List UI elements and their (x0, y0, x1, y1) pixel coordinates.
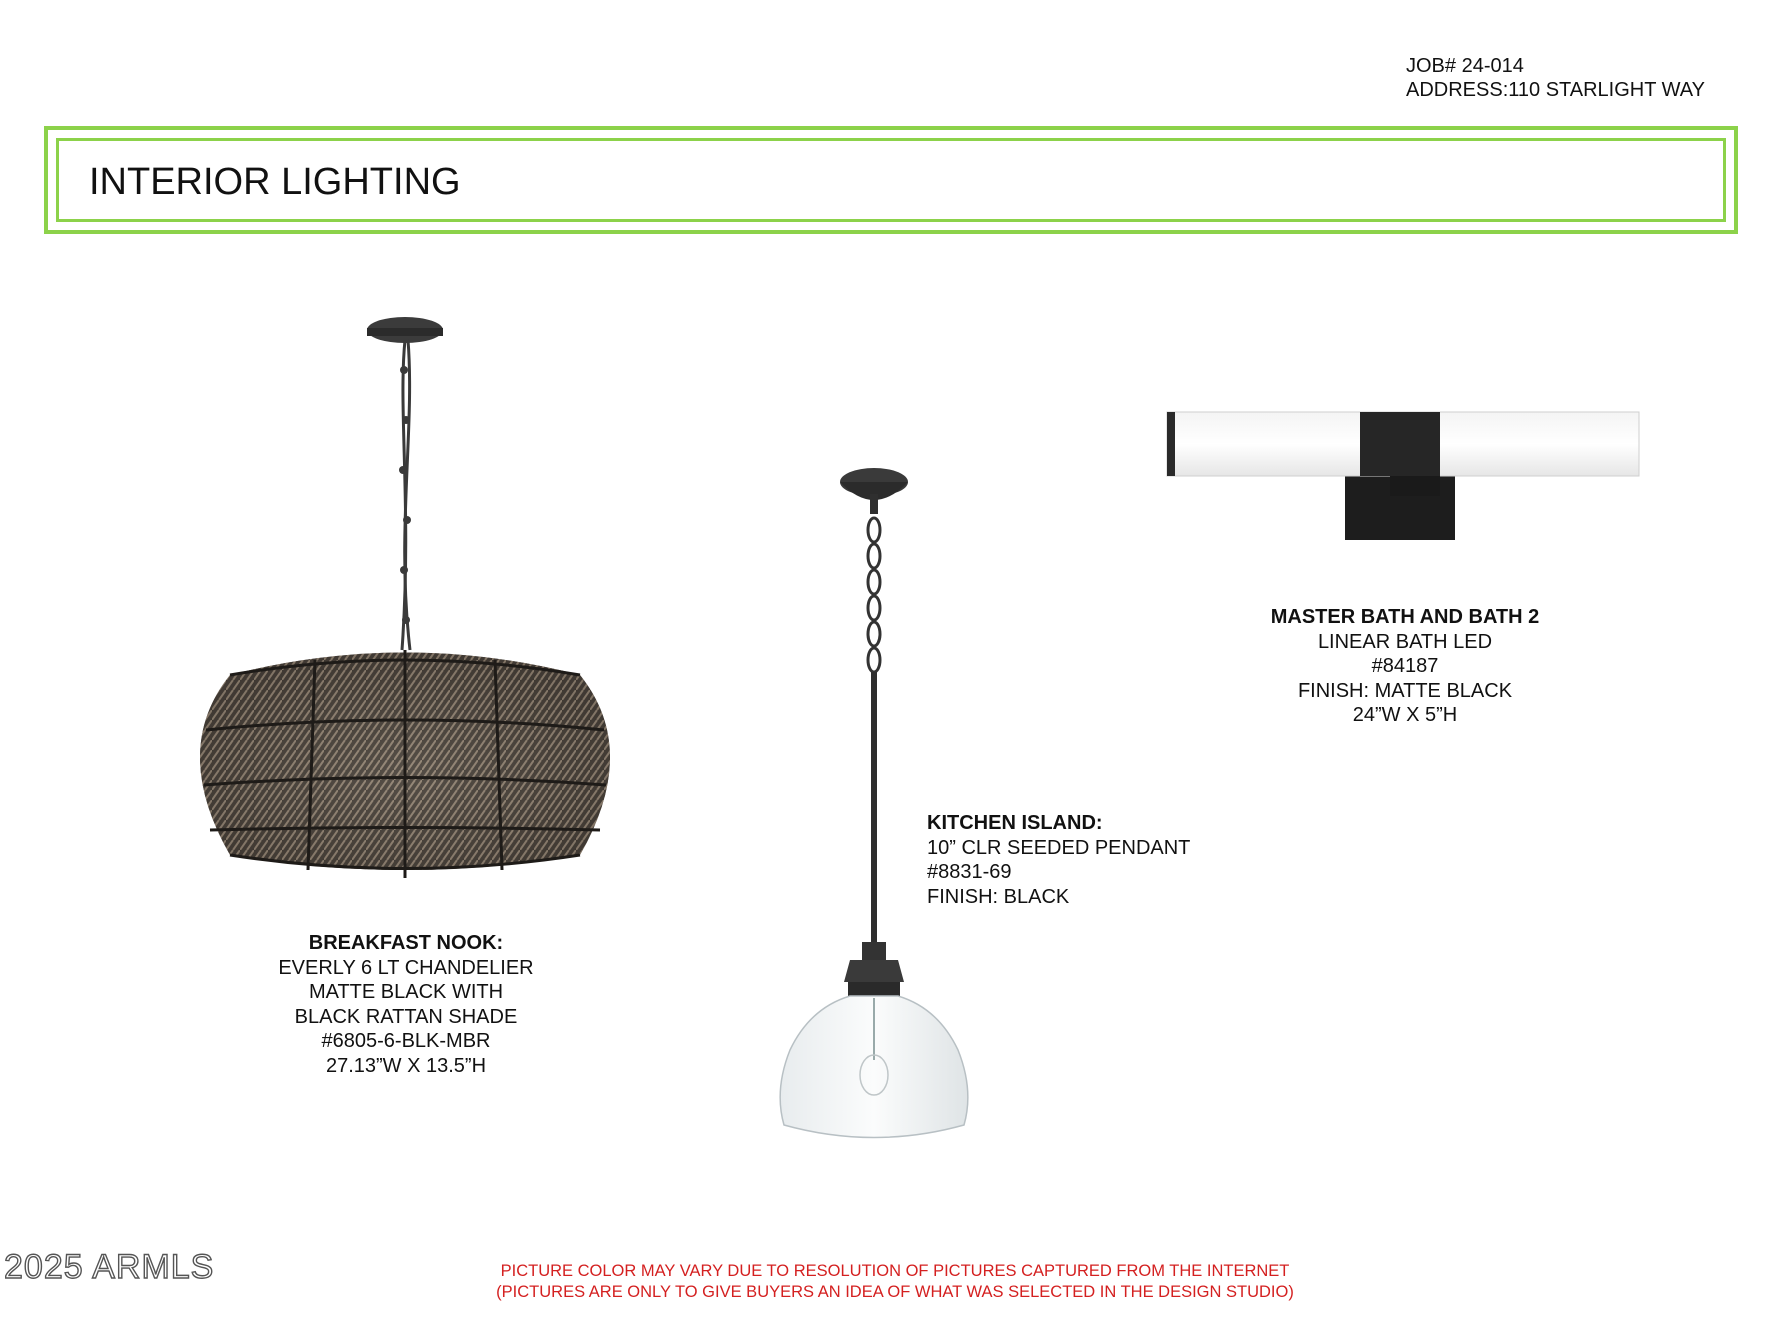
caption-line: 10” CLR SEEDED PENDANT (927, 836, 1191, 859)
master-bath-location: MASTER BATH AND BATH 2 (1270, 606, 1540, 628)
caption-line: 24”W X 5”H (1352, 704, 1458, 726)
page-title: INTERIOR LIGHTING (89, 161, 461, 203)
caption-line: #6805-6-BLK-MBR (321, 1030, 491, 1052)
linear-bath-led-image (1165, 404, 1645, 544)
kitchen-island-location: KITCHEN ISLAND: (927, 812, 1103, 834)
job-address: ADDRESS:110 STARLIGHT WAY (1406, 79, 1705, 101)
caption-line: EVERLY 6 LT CHANDELIER (278, 956, 534, 979)
disclaimer-line: PICTURE COLOR MAY VARY DUE TO RESOLUTION OF PICTURES CAPTURED FROM THE INTERNET (500, 1262, 1290, 1280)
caption-line: LINEAR BATH LED (1317, 630, 1493, 653)
caption-line: #84187 (1371, 655, 1439, 677)
banner-inner-border (56, 138, 1726, 222)
section-banner (44, 126, 1738, 234)
job-number: JOB# 24-014 (1406, 55, 1524, 77)
kitchen-island-caption (927, 811, 1287, 909)
job-info (1406, 54, 1705, 102)
caption-line: BLACK RATTAN SHADE (294, 1005, 518, 1028)
chandelier-image (170, 310, 640, 880)
pendant-image (770, 460, 990, 1150)
caption-line: FINISH: MATTE BLACK (1297, 679, 1513, 702)
disclaimer-line: (PICTURES ARE ONLY TO GIVE BUYERS AN IDEA OF WHAT WAS SELECTED IN THE DESIGN STUDIO) (496, 1283, 1294, 1301)
caption-line: FINISH: BLACK (927, 885, 1070, 908)
breakfast-nook-location: BREAKFAST NOOK: (308, 932, 504, 954)
master-bath-caption (1230, 605, 1580, 728)
caption-line: #8831-69 (927, 861, 1012, 883)
breakfast-nook-caption (236, 931, 576, 1078)
watermark: 2025 ARMLS (4, 1248, 215, 1286)
caption-line: 27.13”W X 13.5”H (325, 1054, 487, 1077)
disclaimer (440, 1261, 1350, 1303)
caption-line: MATTE BLACK WITH (308, 981, 504, 1003)
